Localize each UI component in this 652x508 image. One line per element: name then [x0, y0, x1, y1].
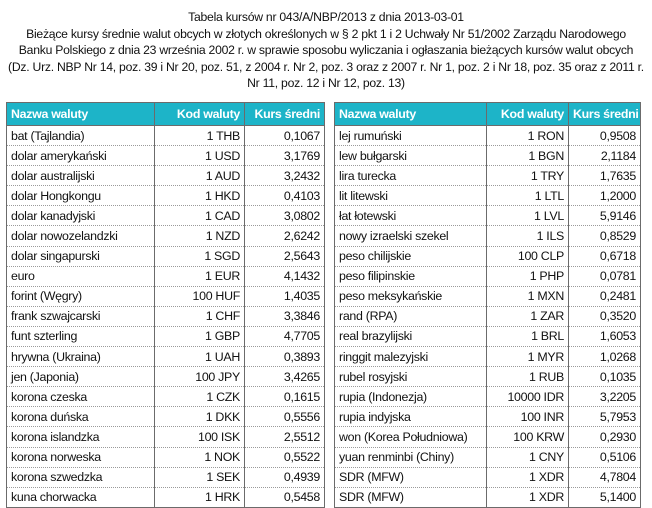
currency-name-cell: ringgit malezyjski — [335, 347, 487, 367]
currency-name-cell: jen (Japonia) — [7, 367, 155, 387]
average-rate-cell: 1,7635 — [569, 166, 641, 186]
currency-name-cell: lira turecka — [335, 166, 487, 186]
average-rate-cell: 1,0268 — [569, 347, 641, 367]
currency-name-cell: rubel rosyjski — [335, 367, 487, 387]
currency-code-cell: 100 CLP — [487, 246, 569, 266]
table-row — [335, 347, 641, 367]
average-rate-cell: 3,2205 — [569, 387, 641, 407]
header-text-line-4: (Dz. Urz. NBP Nr 14, poz. 39 i Nr 20, poz. 51, z 2004 r. Nr 2, poz. 3 oraz z 2007 r. Nr 1, poz. 2 i Nr 18, poz. 35 oraz z 2011 r. — [8, 59, 644, 74]
currency-code-cell: 100 HUF — [155, 286, 245, 306]
table-row — [7, 347, 325, 367]
currency-code-cell: 1 ILS — [487, 226, 569, 246]
currency-name-cell: lit litewski — [335, 186, 487, 206]
table-row — [335, 306, 641, 326]
currency-code-cell: 1 MXN — [487, 286, 569, 306]
rates-table-left — [6, 102, 325, 508]
column-header-rate: Kurs średni — [569, 103, 641, 126]
currency-code-cell: 1 CHF — [155, 306, 245, 326]
currency-name-cell: korona norweska — [7, 447, 155, 467]
currency-name-cell: real brazylijski — [335, 326, 487, 346]
average-rate-cell: 0,1035 — [569, 367, 641, 387]
currency-name-cell: kuna chorwacka — [7, 487, 155, 507]
currency-code-cell: 100 INR — [487, 407, 569, 427]
table-row — [7, 206, 325, 226]
currency-name-cell: korona islandzka — [7, 427, 155, 447]
currency-name-cell: SDR (MFW) — [335, 467, 487, 487]
average-rate-cell: 0,5106 — [569, 447, 641, 467]
average-rate-cell: 0,4939 — [245, 467, 325, 487]
table-row — [335, 206, 641, 226]
currency-code-cell: 1 CNY — [487, 447, 569, 467]
currency-code-cell: 1 NOK — [155, 447, 245, 467]
table-header-row — [7, 103, 325, 126]
currency-code-cell: 1 GBP — [155, 326, 245, 346]
currency-code-cell: 1 XDR — [487, 487, 569, 507]
average-rate-cell: 5,1400 — [569, 487, 641, 507]
currency-name-cell: hrywna (Ukraina) — [7, 347, 155, 367]
currency-name-cell: peso meksykańskie — [335, 286, 487, 306]
column-header-name: Nazwa waluty — [7, 103, 155, 126]
currency-code-cell: 1 TRY — [487, 166, 569, 186]
currency-code-cell: 1 MYR — [487, 347, 569, 367]
currency-name-cell: dolar singapurski — [7, 246, 155, 266]
table-row — [7, 427, 325, 447]
currency-code-cell: 1 CZK — [155, 387, 245, 407]
currency-name-cell: lew bułgarski — [335, 146, 487, 166]
currency-name-cell: dolar Hongkongu — [7, 186, 155, 206]
table-row — [335, 407, 641, 427]
average-rate-cell: 3,1769 — [245, 146, 325, 166]
currency-code-cell: 1 BRL — [487, 326, 569, 346]
table-row — [335, 387, 641, 407]
currency-code-cell: 1 EUR — [155, 266, 245, 286]
average-rate-cell: 3,4265 — [245, 367, 325, 387]
average-rate-cell: 0,3520 — [569, 306, 641, 326]
header-text-line-5: Nr 11, poz. 12 i Nr 12, poz. 13) — [247, 76, 405, 91]
average-rate-cell: 0,9508 — [569, 126, 641, 146]
average-rate-cell: 0,3893 — [245, 347, 325, 367]
average-rate-cell: 0,5522 — [245, 447, 325, 467]
column-header-code: Kod waluty — [487, 103, 569, 126]
table-row — [7, 166, 325, 186]
average-rate-cell: 5,9146 — [569, 206, 641, 226]
currency-code-cell: 1 HKD — [155, 186, 245, 206]
currency-name-cell: korona czeska — [7, 387, 155, 407]
average-rate-cell: 0,2481 — [569, 286, 641, 306]
table-row — [7, 246, 325, 266]
currency-code-cell: 1 SGD — [155, 246, 245, 266]
table-row — [7, 487, 325, 507]
currency-code-cell: 1 CAD — [155, 206, 245, 226]
average-rate-cell: 0,5556 — [245, 407, 325, 427]
average-rate-cell: 4,7705 — [245, 326, 325, 346]
header-title: Tabela kursów nr 043/A/NBP/2013 z dnia 2013-03-01 — [188, 10, 464, 24]
currency-name-cell: peso filipinskie — [335, 266, 487, 286]
table-row — [7, 326, 325, 346]
average-rate-cell: 0,5458 — [245, 487, 325, 507]
currency-name-cell: funt szterling — [7, 326, 155, 346]
currency-name-cell: dolar nowozelandzki — [7, 226, 155, 246]
table-row — [335, 326, 641, 346]
currency-code-cell: 10000 IDR — [487, 387, 569, 407]
average-rate-cell: 0,0781 — [569, 266, 641, 286]
table-row — [7, 447, 325, 467]
currency-code-cell: 1 LTL — [487, 186, 569, 206]
table-row — [335, 246, 641, 266]
table-row — [335, 367, 641, 387]
rates-table-right — [334, 102, 641, 508]
currency-name-cell: frank szwajcarski — [7, 306, 155, 326]
currency-name-cell: rupia (Indonezja) — [335, 387, 487, 407]
column-header-code: Kod waluty — [155, 103, 245, 126]
table-row — [335, 166, 641, 186]
currency-code-cell: 1 UAH — [155, 347, 245, 367]
table-row — [335, 266, 641, 286]
table-row — [7, 367, 325, 387]
average-rate-cell: 5,7953 — [569, 407, 641, 427]
table-row — [7, 226, 325, 246]
table-row — [335, 427, 641, 447]
average-rate-cell: 0,1615 — [245, 387, 325, 407]
average-rate-cell: 1,2000 — [569, 186, 641, 206]
table-header — [0, 9, 652, 92]
currency-name-cell: SDR (MFW) — [335, 487, 487, 507]
table-row — [7, 186, 325, 206]
table-row — [7, 266, 325, 286]
average-rate-cell: 0,4103 — [245, 186, 325, 206]
currency-name-cell: łat łotewski — [335, 206, 487, 226]
average-rate-cell: 0,1067 — [245, 126, 325, 146]
currency-code-cell: 1 LVL — [487, 206, 569, 226]
table-row — [7, 126, 325, 146]
average-rate-cell: 3,2432 — [245, 166, 325, 186]
currency-name-cell: won (Korea Południowa) — [335, 427, 487, 447]
header-text-line-3: Banku Polskiego z dnia 23 września 2002 r. w sprawie sposobu wyliczania i ogłaszania bieżących kursów walut obcych — [18, 43, 634, 58]
currency-name-cell: peso chilijskie — [335, 246, 487, 266]
average-rate-cell: 0,6718 — [569, 246, 641, 266]
currency-code-cell: 1 AUD — [155, 166, 245, 186]
average-rate-cell: 3,3846 — [245, 306, 325, 326]
column-header-rate: Kurs średni — [245, 103, 325, 126]
table-row — [335, 286, 641, 306]
average-rate-cell: 4,7804 — [569, 467, 641, 487]
table-row — [7, 306, 325, 326]
currency-code-cell: 1 NZD — [155, 226, 245, 246]
currency-code-cell: 1 BGN — [487, 146, 569, 166]
table-row — [335, 126, 641, 146]
table-row — [335, 226, 641, 246]
column-header-name: Nazwa waluty — [335, 103, 487, 126]
header-text-line-2: Bieżące kursy średnie walut obcych w złotych określonych w § 2 pkt 1 i 2 Uchwały Nr 51/2002 Zarządu Narodowego — [26, 26, 626, 41]
currency-code-cell: 100 ISK — [155, 427, 245, 447]
average-rate-cell: 2,5512 — [245, 427, 325, 447]
average-rate-cell: 0,8529 — [569, 226, 641, 246]
currency-name-cell: korona duńska — [7, 407, 155, 427]
currency-code-cell: 1 RON — [487, 126, 569, 146]
average-rate-cell: 1,6053 — [569, 326, 641, 346]
table-row — [7, 407, 325, 427]
table-row — [335, 146, 641, 166]
table-row — [335, 487, 641, 507]
average-rate-cell: 0,2930 — [569, 427, 641, 447]
currency-code-cell: 1 USD — [155, 146, 245, 166]
table-row — [7, 387, 325, 407]
table-row — [7, 146, 325, 166]
table-row — [7, 286, 325, 306]
currency-name-cell: bat (Tajlandia) — [7, 126, 155, 146]
table-header-row — [335, 103, 641, 126]
currency-name-cell: euro — [7, 266, 155, 286]
currency-name-cell: nowy izraelski szekel — [335, 226, 487, 246]
currency-code-cell: 1 HRK — [155, 487, 245, 507]
currency-name-cell: dolar australijski — [7, 166, 155, 186]
average-rate-cell: 3,0802 — [245, 206, 325, 226]
currency-name-cell: yuan renminbi (Chiny) — [335, 447, 487, 467]
table-row — [335, 447, 641, 467]
currency-code-cell: 1 THB — [155, 126, 245, 146]
average-rate-cell: 2,6242 — [245, 226, 325, 246]
currency-name-cell: korona szwedzka — [7, 467, 155, 487]
currency-name-cell: dolar amerykański — [7, 146, 155, 166]
average-rate-cell: 2,5643 — [245, 246, 325, 266]
currency-name-cell: lej rumuński — [335, 126, 487, 146]
currency-code-cell: 1 DKK — [155, 407, 245, 427]
currency-code-cell: 1 ZAR — [487, 306, 569, 326]
currency-code-cell: 1 XDR — [487, 467, 569, 487]
table-row — [7, 467, 325, 487]
currency-name-cell: forint (Węgry) — [7, 286, 155, 306]
currency-code-cell: 1 RUB — [487, 367, 569, 387]
average-rate-cell: 2,1184 — [569, 146, 641, 166]
currency-name-cell: dolar kanadyjski — [7, 206, 155, 226]
table-row — [335, 186, 641, 206]
currency-name-cell: rand (RPA) — [335, 306, 487, 326]
average-rate-cell: 1,4035 — [245, 286, 325, 306]
currency-code-cell: 1 PHP — [487, 266, 569, 286]
currency-code-cell: 1 SEK — [155, 467, 245, 487]
currency-name-cell: rupia indyjska — [335, 407, 487, 427]
currency-code-cell: 100 KRW — [487, 427, 569, 447]
table-row — [335, 467, 641, 487]
currency-code-cell: 100 JPY — [155, 367, 245, 387]
average-rate-cell: 4,1432 — [245, 266, 325, 286]
